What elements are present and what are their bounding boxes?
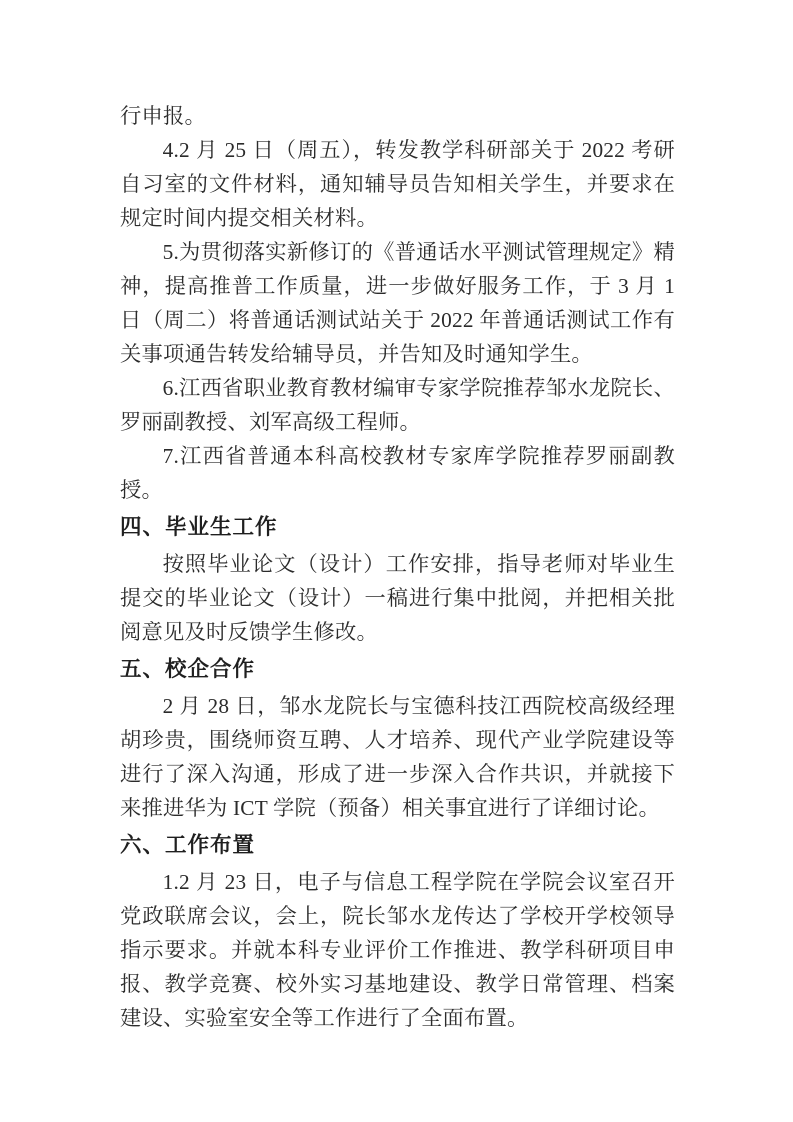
paragraph-school-enterprise: 2 月 28 日，邹水龙院长与宝德科技江西院校高级经理胡珍贵，围绕师资互聘、人才培养、现代产业学院建设等进行了深入沟通，形成了进一步深入合作共识，并就接下来推进华为 ICT 学院（预备）相关事宜进行了详细讨论。 xyxy=(120,694,675,820)
paragraph-graduates: 按照毕业论文（设计）工作安排，指导老师对毕业生提交的毕业论文（设计）一稿进行集中批阅，并把相关批阅意见及时反馈学生修改。 xyxy=(120,552,675,644)
document-body xyxy=(120,99,675,1035)
paragraph-work-arrangement: 1.2 月 23 日，电子与信息工程学院在学院会议室召开党政联席会议，会上，院长邹水龙传达了学校开学校领导指示要求。并就本科专业评价工作推进、教学科研项目申报、教学竞赛、校外实习基地建设、教学日常管理、档案建设、实验室安全等工作进行了全面布置。 xyxy=(120,870,675,1030)
paragraph-item-7: 7.江西省普通本科高校教材专家库学院推荐罗丽副教授。 xyxy=(120,444,675,502)
paragraph-item-4: 4.2 月 25 日（周五），转发教学科研部关于 2022 考研自习室的文件材料，通知辅导员告知相关学生，并要求在规定时间内提交相关材料。 xyxy=(120,138,675,230)
paragraph-item-6: 6.江西省职业教育教材编审专家学院推荐邹水龙院长、罗丽副教授、刘军高级工程师。 xyxy=(120,376,675,434)
section-heading-school-enterprise: 五、校企合作 xyxy=(120,657,256,681)
section-heading-graduates: 四、毕业生工作 xyxy=(120,515,278,539)
paragraph-item-5: 5.为贯彻落实新修订的《普通话水平测试管理规定》精神，提高推普工作质量，进一步做好服务工作，于 3 月 1 日（周二）将普通话测试站关于 2022 年普通话测试工作有关事项通告转发给辅导员，并告知及时通知学生。 xyxy=(120,240,675,366)
paragraph-continuation: 行申报。 xyxy=(120,104,206,128)
section-heading-work-arrangement: 六、工作布置 xyxy=(120,833,256,857)
